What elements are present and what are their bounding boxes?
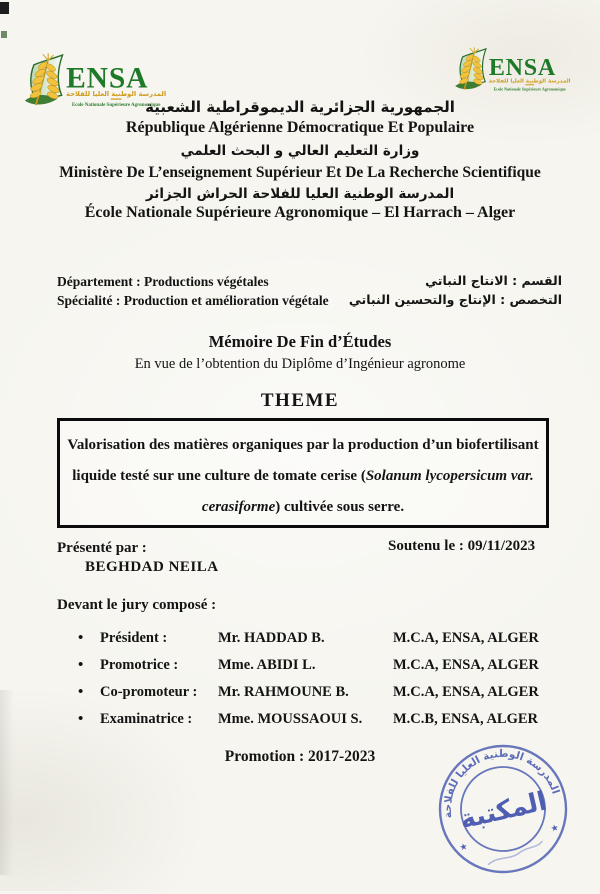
header-republic-french: République Algérienne Démocratique Et Populaire [125, 119, 475, 136]
jury-affiliation: M.C.A, ENSA, ALGER [393, 657, 539, 673]
header-ministry-french: Ministère De L’enseignement Supérieur Et De La Recherche Scientifique [59, 164, 541, 181]
promotion-line: Promotion : 2017-2023 [224, 748, 376, 765]
jury-row [78, 684, 548, 711]
jury-role: Examinatrice : [100, 711, 193, 727]
defense-date: Soutenu le : 09/11/2023 [388, 538, 536, 554]
jury-name: Mme. MOUSSAOUI S. [218, 711, 363, 727]
jury-row [78, 657, 548, 684]
jury-affiliation: M.C.A, ENSA, ALGER [393, 630, 539, 646]
theme-label: THEME [260, 390, 340, 411]
stamp-center-text: المكتبة [457, 786, 550, 836]
department-line: Département : Productions végétales [57, 274, 269, 289]
speciality-line-arabic: التخصص : الإنتاج والتحسين النباتي [348, 292, 562, 307]
jury-role: Co-promoteur : [100, 684, 198, 700]
jury-row [78, 630, 548, 657]
star-icon: ★ [458, 841, 469, 853]
header-ministry-arabic: وزارة التعليم العالي و البحث العلمي [180, 143, 420, 159]
thesis-title-line1: Valorisation des matières organiques par la production d’un biofertilisant [67, 437, 539, 453]
bullet-icon: • [78, 630, 84, 646]
department-block-french [57, 272, 329, 310]
scan-corner-mark [0, 2, 9, 14]
stamp-signature-scribble [486, 841, 545, 865]
student-name: BEGHDAD NEILA [85, 559, 219, 575]
scan-edge-smudge [0, 690, 14, 875]
star-icon: ★ [549, 822, 560, 834]
jury-name: Mr. RAHMOUNE B. [218, 684, 349, 700]
memoir-subtitle: En vue de l’obtention du Diplôme d’Ingénieur agronome [134, 356, 466, 372]
jury-role: Président : [100, 630, 168, 646]
scan-edge-speck [1, 31, 7, 38]
jury-affiliation: M.C.B, ENSA, ALGER [393, 711, 539, 727]
thesis-title-box [57, 418, 549, 528]
speciality-line: Spécialité : Production et amélioration végétale [57, 293, 329, 308]
department-block-arabic [349, 271, 562, 309]
header-school-french: École Nationale Supérieure Agronomique – El Harrach – Alger [84, 204, 516, 221]
presented-by-label: Présenté par : [57, 540, 147, 556]
memoir-title: Mémoire De Fin d’Études [208, 332, 392, 351]
jury-affiliation: M.C.A, ENSA, ALGER [393, 684, 539, 700]
stamp-arc-text: المدرسة الوطنية العليا للفلاحة [441, 747, 562, 819]
header-republic-arabic: الجمهورية الجزائرية الديموقراطية الشعبية [145, 98, 455, 116]
thesis-title-line3: cerasiforme) cultivée sous serre. [201, 499, 405, 515]
jury-intro: Devant le jury composé : [57, 597, 217, 613]
bullet-icon: • [78, 711, 84, 727]
header-school-arabic: المدرسة الوطنية العليا للفلاحة الحراش الجزائر [145, 186, 455, 202]
jury-name: Mme. ABIDI L. [218, 657, 316, 673]
jury-row [78, 711, 548, 738]
department-line-arabic: القسم : الانتاج النباتي [425, 273, 562, 288]
bullet-icon: • [78, 684, 84, 700]
thesis-title-line2: liquide testé sur une culture de tomate cerise (Solanum lycopersicum var. [72, 468, 534, 484]
jury-role: Promotrice : [100, 657, 179, 673]
jury-name: Mr. HADDAD B. [218, 630, 325, 646]
jury-list [78, 630, 548, 738]
ensa-logo-right [448, 45, 572, 95]
bullet-icon: • [78, 657, 84, 673]
